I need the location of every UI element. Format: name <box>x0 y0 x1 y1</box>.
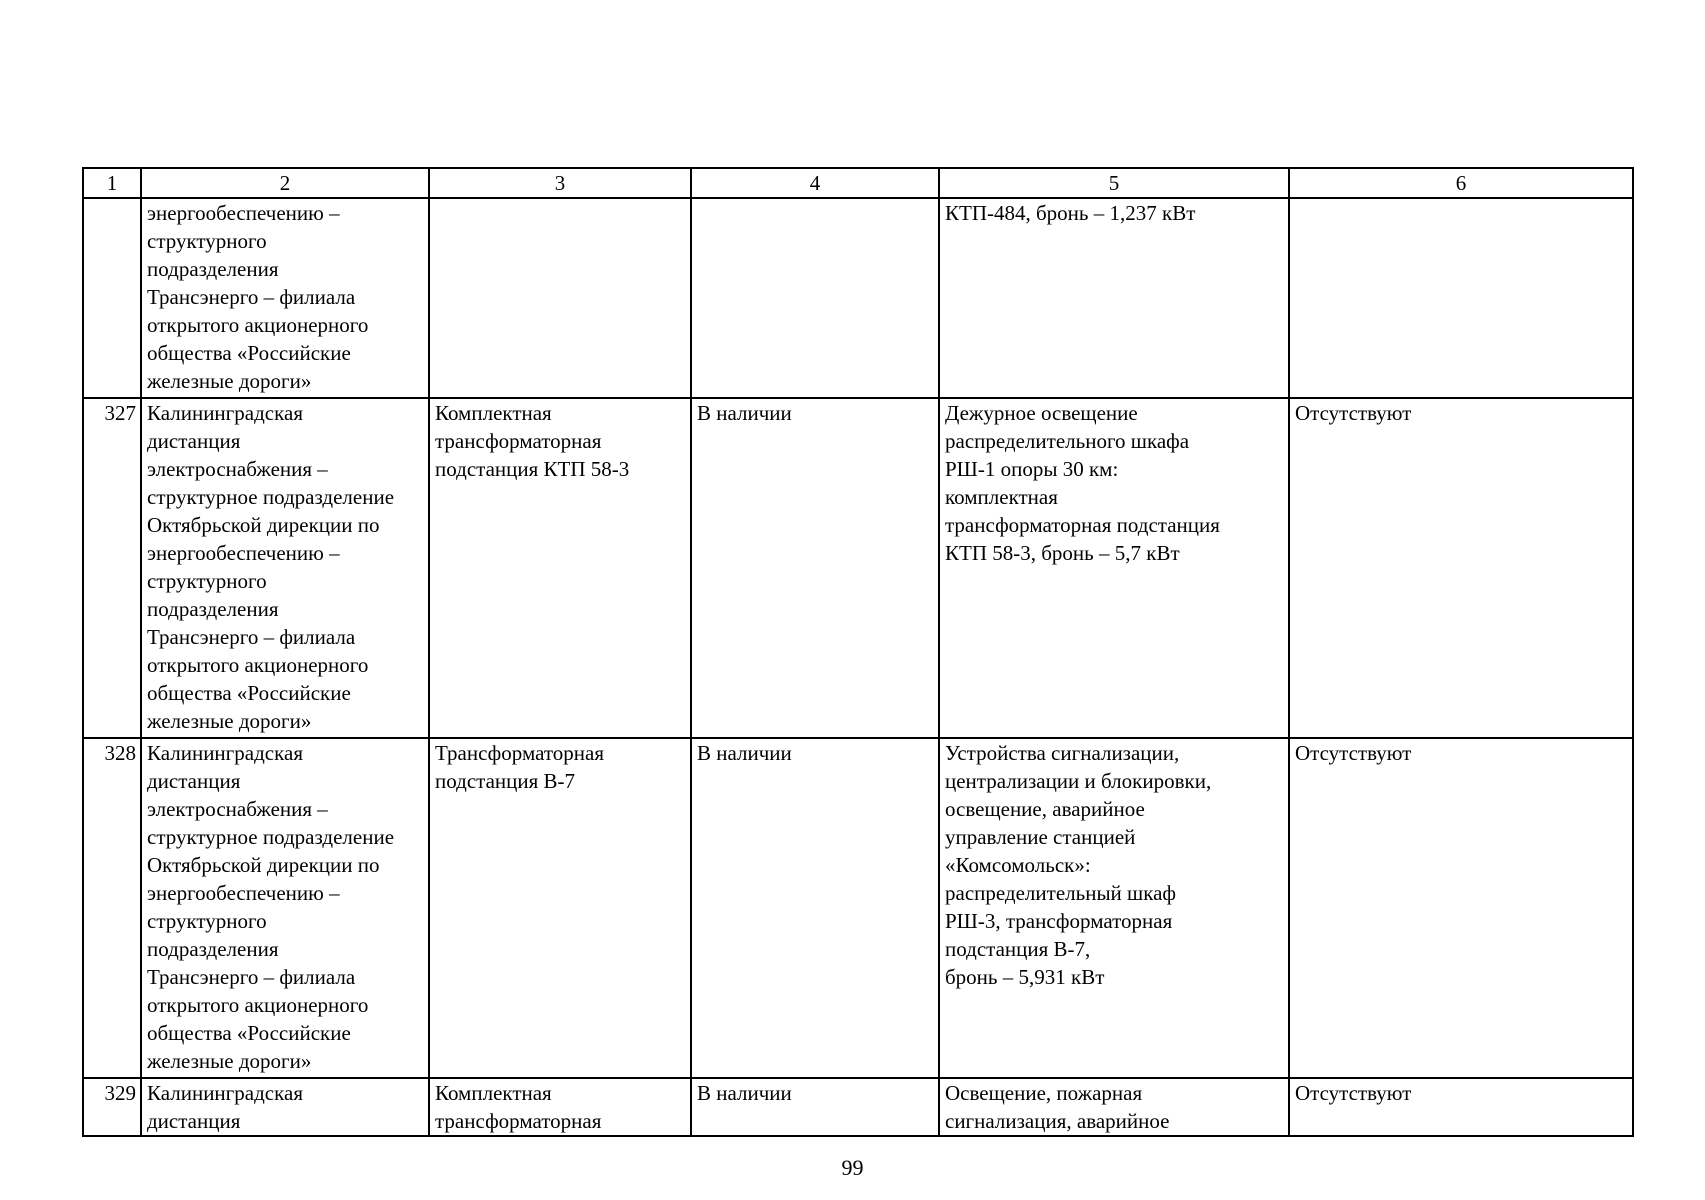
column-header-2: 2 <box>141 168 429 198</box>
row-number <box>83 198 141 398</box>
description-cell: Освещение, пожарная сигнализация, аварийное <box>939 1078 1289 1136</box>
object-cell: Трансформаторная подстанция В-7 <box>429 738 691 1078</box>
notes-cell <box>1289 198 1633 398</box>
header-row <box>83 168 1633 198</box>
table-row-329 <box>83 1078 1633 1136</box>
table-row-328 <box>83 738 1633 1078</box>
notes-cell: Отсутствуют <box>1289 1078 1633 1136</box>
owner-cell: Калининградская дистанция электроснабжения – структурное подразделение Октябрьской дирекции по энергообеспечению – структурного подразделения Трансэнерго – филиала открытого акционерного общества «Российские железные дороги» <box>141 398 429 738</box>
page-number: 99 <box>841 1155 864 1180</box>
column-header-5: 5 <box>939 168 1289 198</box>
notes-cell: Отсутствуют <box>1289 398 1633 738</box>
column-header-1: 1 <box>83 168 141 198</box>
row-number: 328 <box>83 738 141 1078</box>
row-number: 329 <box>83 1078 141 1136</box>
row-number: 327 <box>83 398 141 738</box>
status-cell: В наличии <box>691 738 939 1078</box>
status-cell: В наличии <box>691 398 939 738</box>
object-cell <box>429 198 691 398</box>
notes-cell: Отсутствуют <box>1289 738 1633 1078</box>
object-cell: Комплектная трансформаторная подстанция КТП 58-3 <box>429 398 691 738</box>
document-table <box>82 167 1634 1137</box>
status-cell: В наличии <box>691 1078 939 1136</box>
description-cell: КТП-484, бронь – 1,237 кВт <box>939 198 1289 398</box>
table-row-continued <box>83 198 1633 398</box>
owner-cell: энергообеспечению – структурного подразделения Трансэнерго – филиала открытого акционерного общества «Российские железные дороги» <box>141 198 429 398</box>
table-row-327 <box>83 398 1633 738</box>
column-header-4: 4 <box>691 168 939 198</box>
description-cell: Дежурное освещение распределительного шкафа РШ-1 опоры 30 км: комплектная трансформаторная подстанция КТП 58-3, бронь – 5,7 кВт <box>939 398 1289 738</box>
object-cell: Комплектная трансформаторная <box>429 1078 691 1136</box>
column-header-6: 6 <box>1289 168 1633 198</box>
column-header-3: 3 <box>429 168 691 198</box>
owner-cell: Калининградская дистанция <box>141 1078 429 1136</box>
description-cell: Устройства сигнализации, централизации и блокировки, освещение, аварийное управление станцией «Комсомольск»: распределительный шкаф РШ-3, трансформаторная подстанция В-7, бронь – 5,931 кВт <box>939 738 1289 1078</box>
status-cell <box>691 198 939 398</box>
owner-cell: Калининградская дистанция электроснабжения – структурное подразделение Октябрьской дирекции по энергообеспечению – структурного подразделения Трансэнерго – филиала открытого акционерного общества «Российские железные дороги» <box>141 738 429 1078</box>
